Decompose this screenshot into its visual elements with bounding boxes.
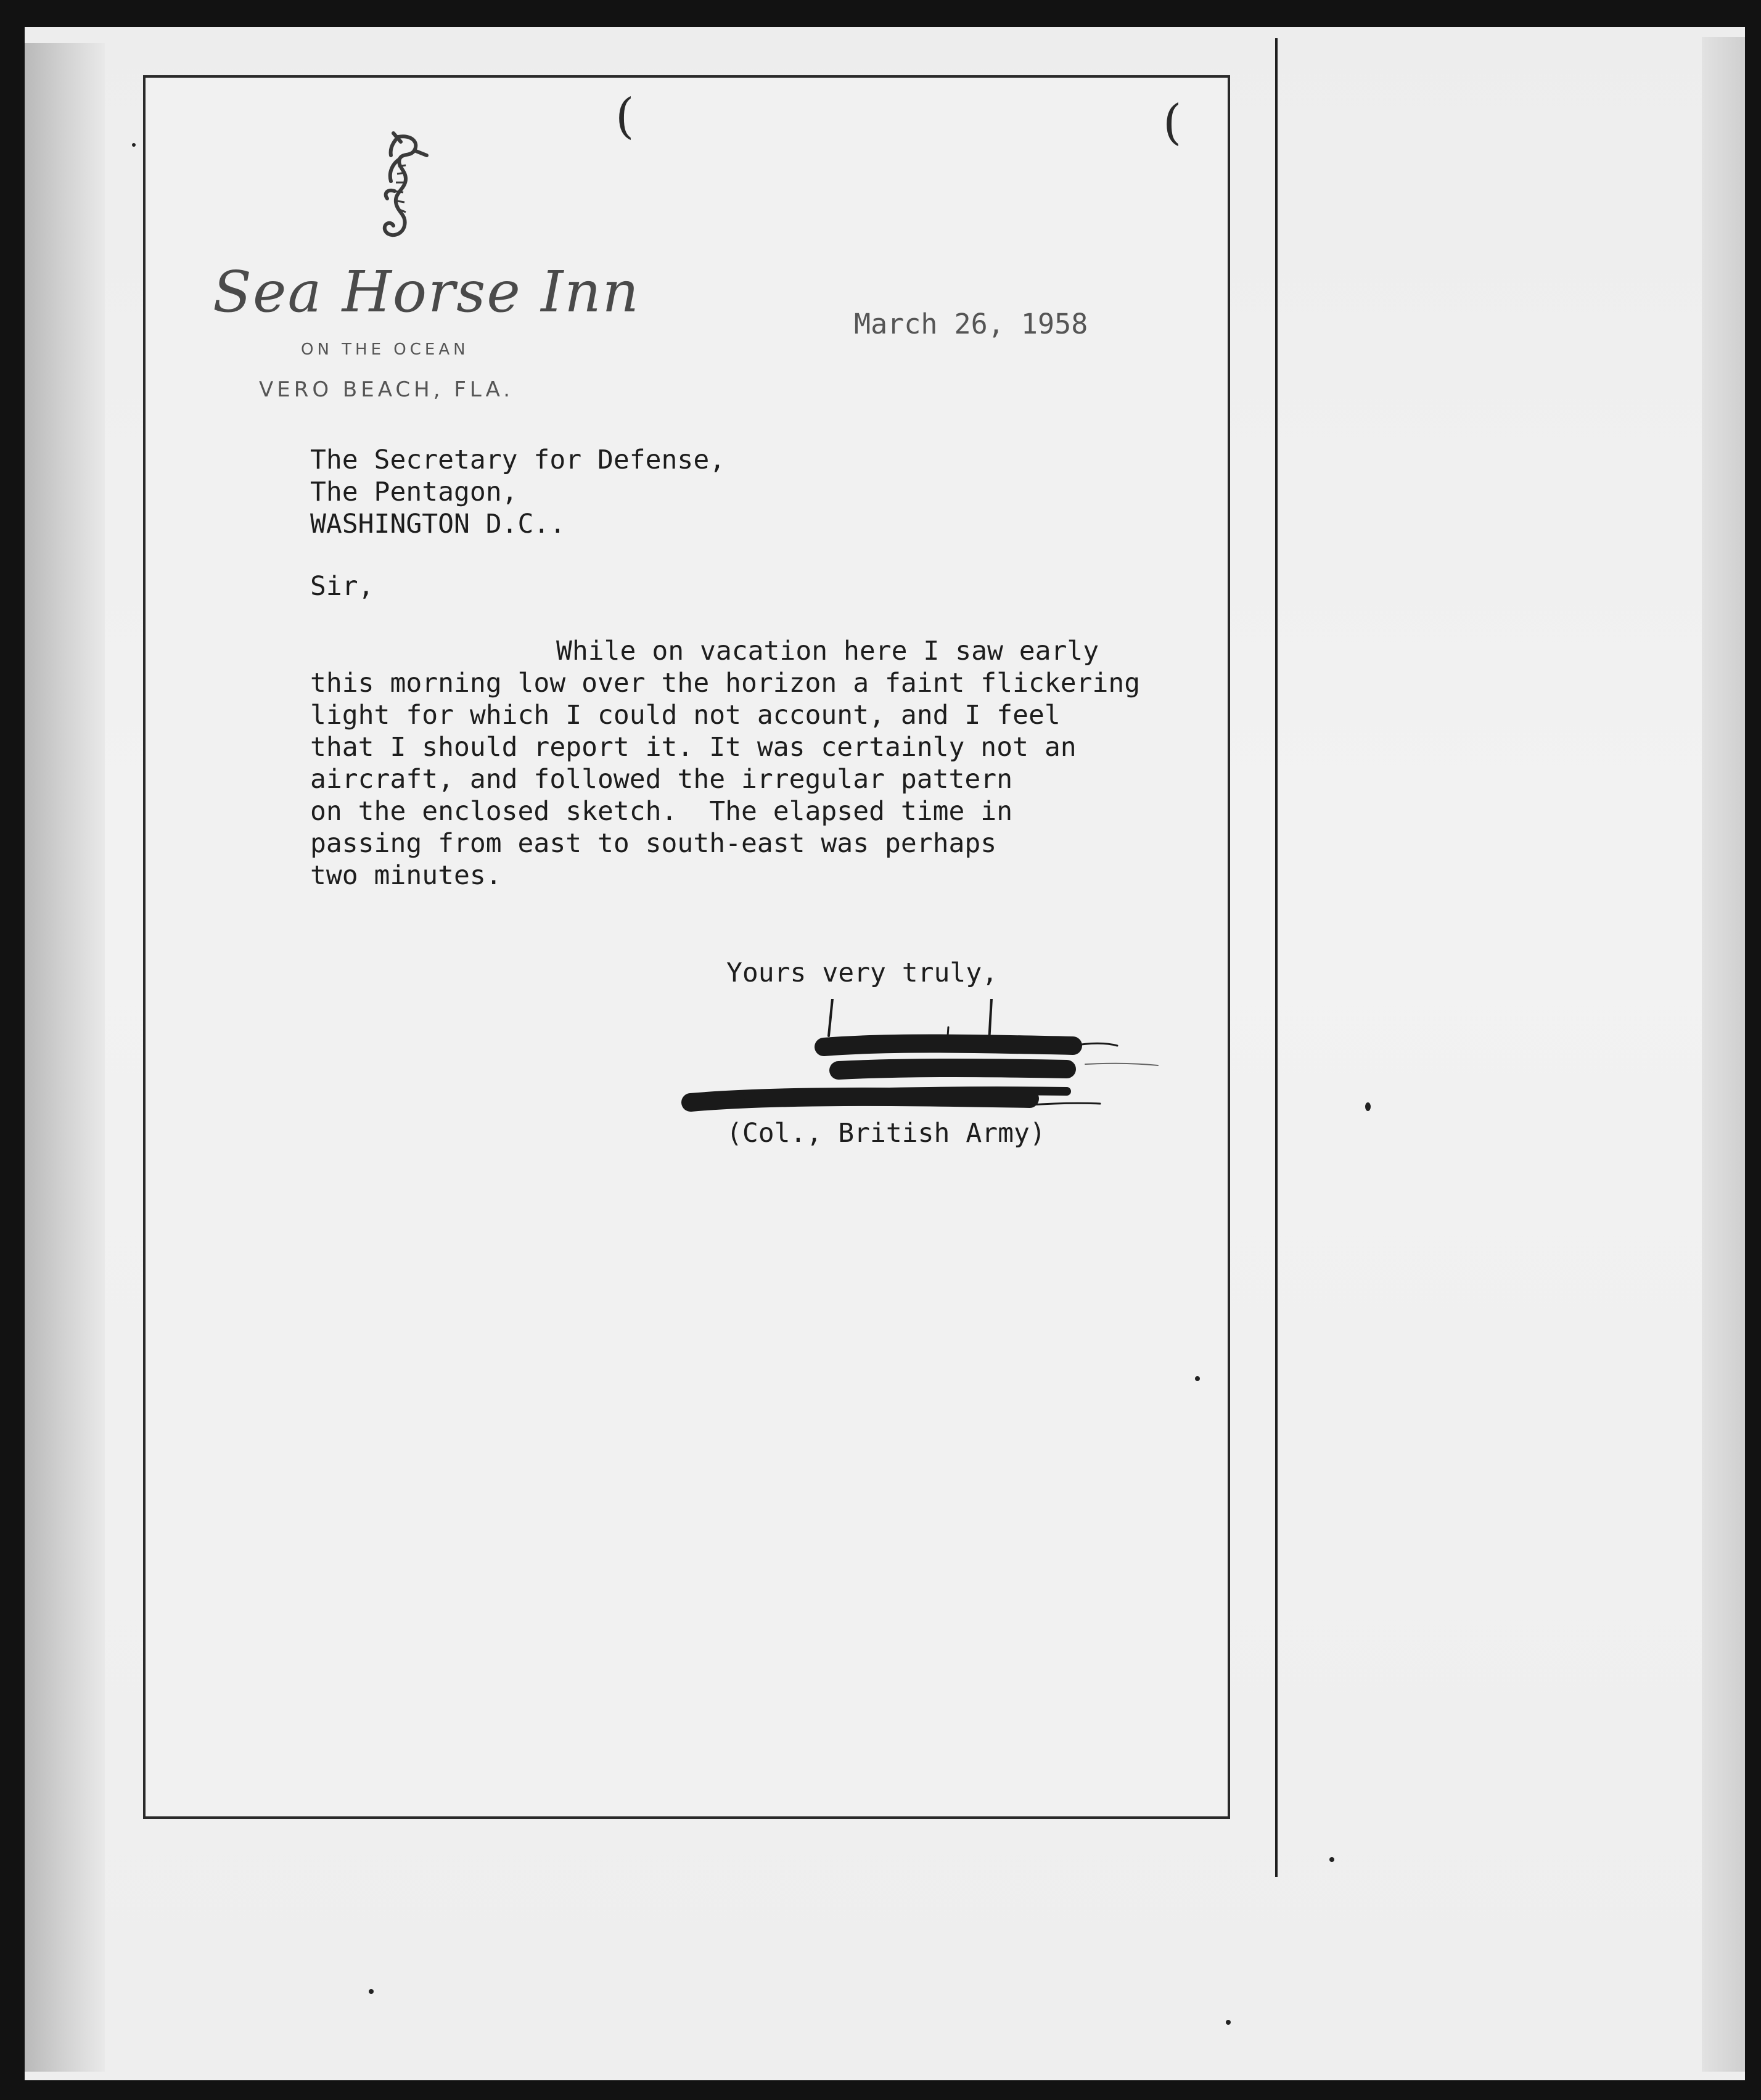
punch-mark-icon: ( (615, 89, 634, 144)
dust-speck (369, 1989, 374, 1994)
hotel-location: VERO BEACH, FLA. (259, 377, 514, 402)
dust-speck (1195, 1376, 1200, 1381)
signatory-rank: (Col., British Army) (726, 1118, 1046, 1149)
dust-speck (1226, 2020, 1231, 2025)
body-line: light for which I could not account, and I feel (310, 700, 1061, 731)
recipient-line: WASHINGTON D.C.. (310, 509, 566, 539)
salutation: Sir, (310, 571, 374, 602)
body-line: this morning low over the horizon a faint flickering (310, 668, 1141, 699)
dust-speck (1365, 1102, 1371, 1111)
hotel-tagline: ON THE OCEAN (301, 340, 469, 359)
hotel-name: Sea Horse Inn (213, 259, 640, 325)
seahorse-icon (363, 129, 430, 253)
body-line: aircraft, and followed the irregular pattern (310, 764, 1013, 795)
scan-shadow-left (25, 43, 105, 2072)
closing: Yours very truly, (726, 958, 998, 988)
body-line: passing from east to south-east was perhaps (310, 828, 997, 859)
dust-speck (1329, 1857, 1334, 1862)
letter-date: March 26, 1958 (854, 308, 1088, 340)
redacted-signature-icon (678, 999, 1172, 1122)
body-line: that I should report it. It was certainly not an (310, 732, 1077, 763)
body-line: While on vacation here I saw early (556, 636, 1099, 667)
recipient-line: The Pentagon, (310, 477, 518, 507)
punch-mark-icon: ( (1163, 95, 1182, 150)
page-edge-line (1275, 38, 1278, 1877)
recipient-line: The Secretary for Defense, (310, 445, 726, 475)
body-line: on the enclosed sketch. The elapsed time in (310, 796, 1013, 827)
scan-shadow-right (1702, 37, 1745, 2072)
body-line: two minutes. (310, 860, 502, 891)
dust-speck (132, 143, 136, 147)
